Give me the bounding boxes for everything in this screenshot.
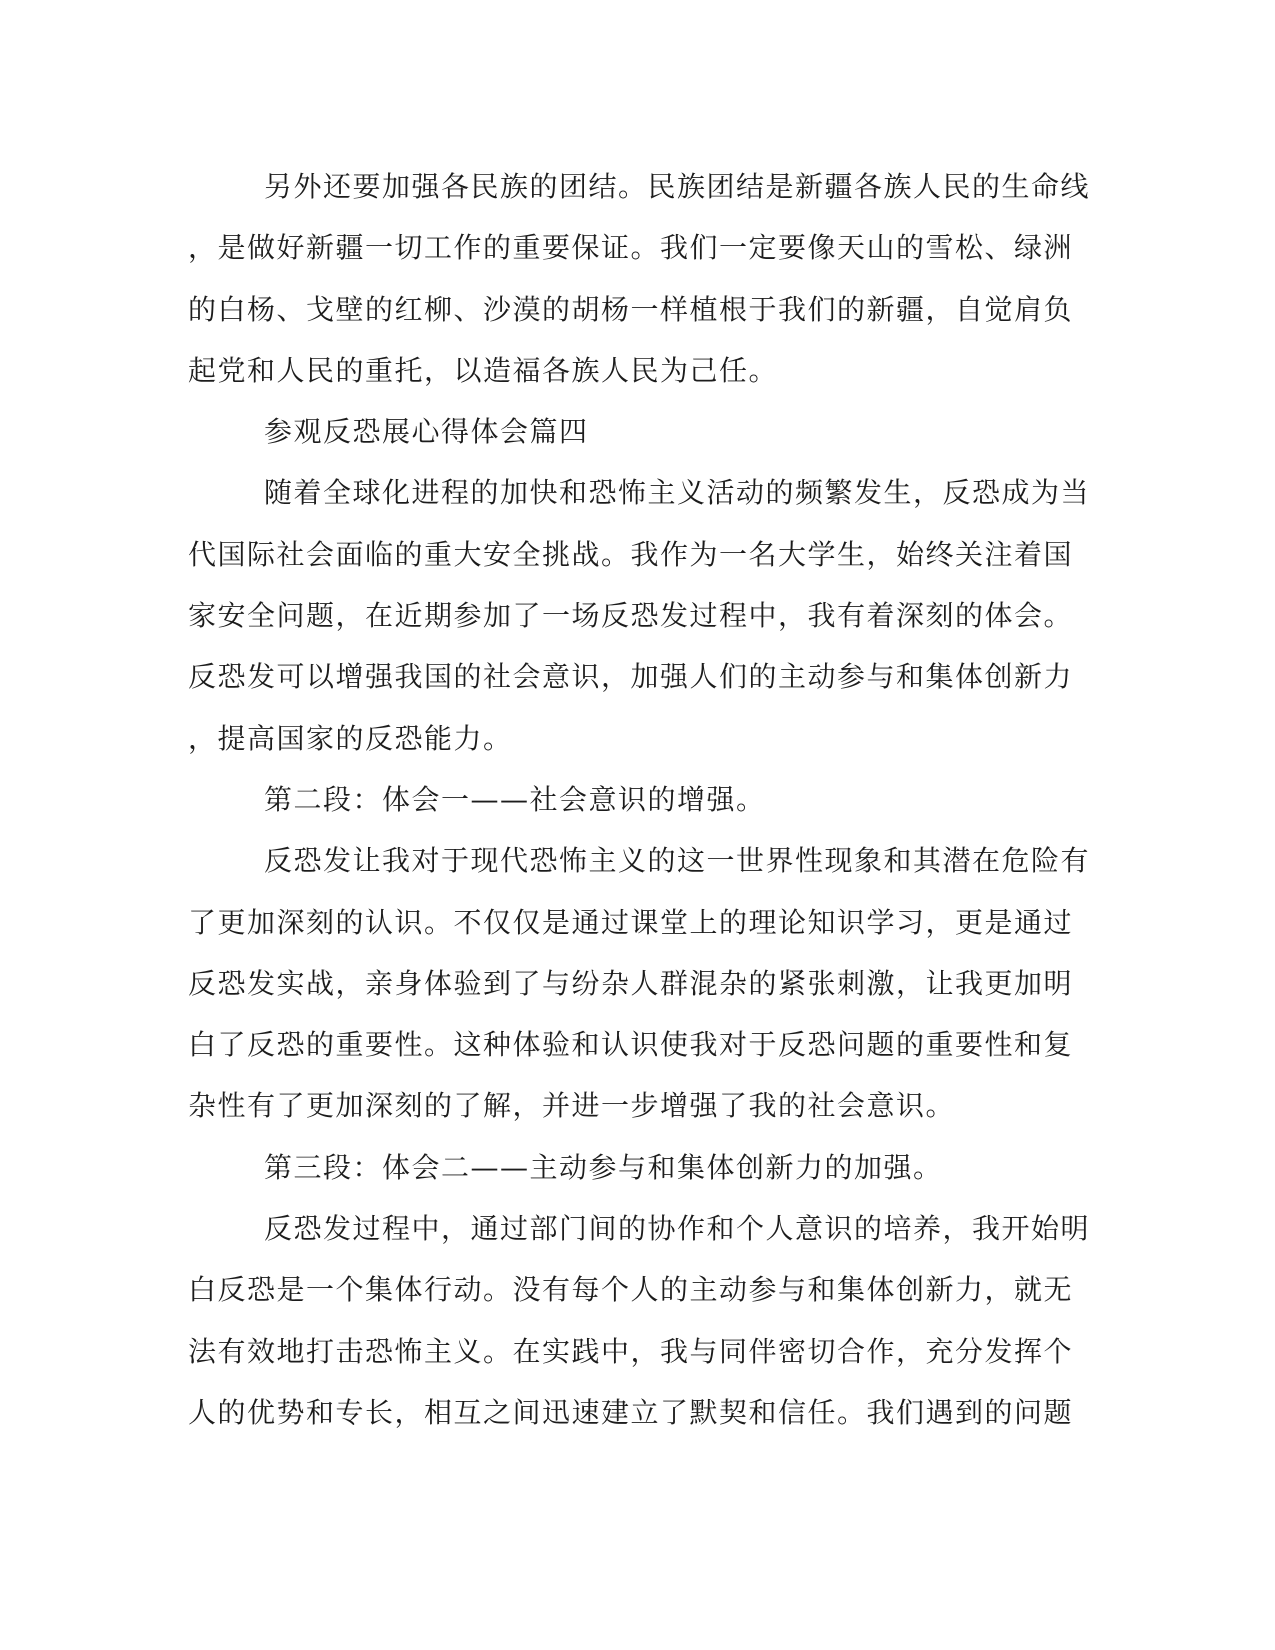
text-line: 白反恐是一个集体行动。没有每个人的主动参与和集体创新力，就无 (188, 1273, 1074, 1307)
text-line: 反恐发可以增强我国的社会意识，加强人们的主动参与和集体创新力 (188, 660, 1074, 694)
text-line: 另外还要加强各民族的团结。民族团结是新疆各族人民的生命线 (264, 170, 1091, 203)
text-line: 反恐发过程中，通过部门间的协作和个人意识的培养，我开始明 (264, 1212, 1091, 1246)
section-heading: 参观反恐展心得体会篇四 (264, 415, 589, 449)
text-line: 白了反恐的重要性。这种体验和认识使我对于反恐问题的重要性和复 (188, 1028, 1074, 1062)
text-line: 家安全问题，在近期参加了一场反恐发过程中，我有着深刻的体会。 (188, 599, 1074, 633)
text-line: 反恐发让我对于现代恐怖主义的这一世界性现象和其潜在危险有 (264, 844, 1091, 878)
text-line: 法有效地打击恐怖主义。在实践中，我与同伴密切合作，充分发挥个 (188, 1334, 1074, 1368)
text-line: ，是做好新疆一切工作的重要保证。我们一定要像天山的雪松、绿洲 (188, 231, 1074, 265)
document-body (188, 156, 1091, 1443)
paragraph-heading: 第三段：体会二——主动参与和集体创新力的加强。 (264, 1150, 943, 1184)
text-line: 起党和人民的重托，以造福各族人民为己任。 (188, 353, 779, 387)
text-line: 反恐发实战，亲身体验到了与纷杂人群混杂的紧张刺激，让我更加明 (188, 966, 1074, 1000)
text-line: 了更加深刻的认识。不仅仅是通过课堂上的理论知识学习，更是通过 (188, 905, 1074, 939)
text-line: 杂性有了更加深刻的了解，并进一步增强了我的社会意识。 (188, 1089, 956, 1123)
text-line: 人的优势和专长，相互之间迅速建立了默契和信任。我们遇到的问题 (188, 1395, 1074, 1429)
text-line: 代国际社会面临的重大安全挑战。我作为一名大学生，始终关注着国 (188, 537, 1074, 571)
text-line: ，提高国家的反恐能力。 (188, 721, 513, 755)
text-line: 随着全球化进程的加快和恐怖主义活动的频繁发生，反恐成为当 (264, 476, 1091, 510)
text-line: 的白杨、戈壁的红柳、沙漠的胡杨一样植根于我们的新疆，自觉肩负 (188, 292, 1074, 326)
paragraph-heading: 第二段：体会一——社会意识的增强。 (264, 782, 766, 816)
